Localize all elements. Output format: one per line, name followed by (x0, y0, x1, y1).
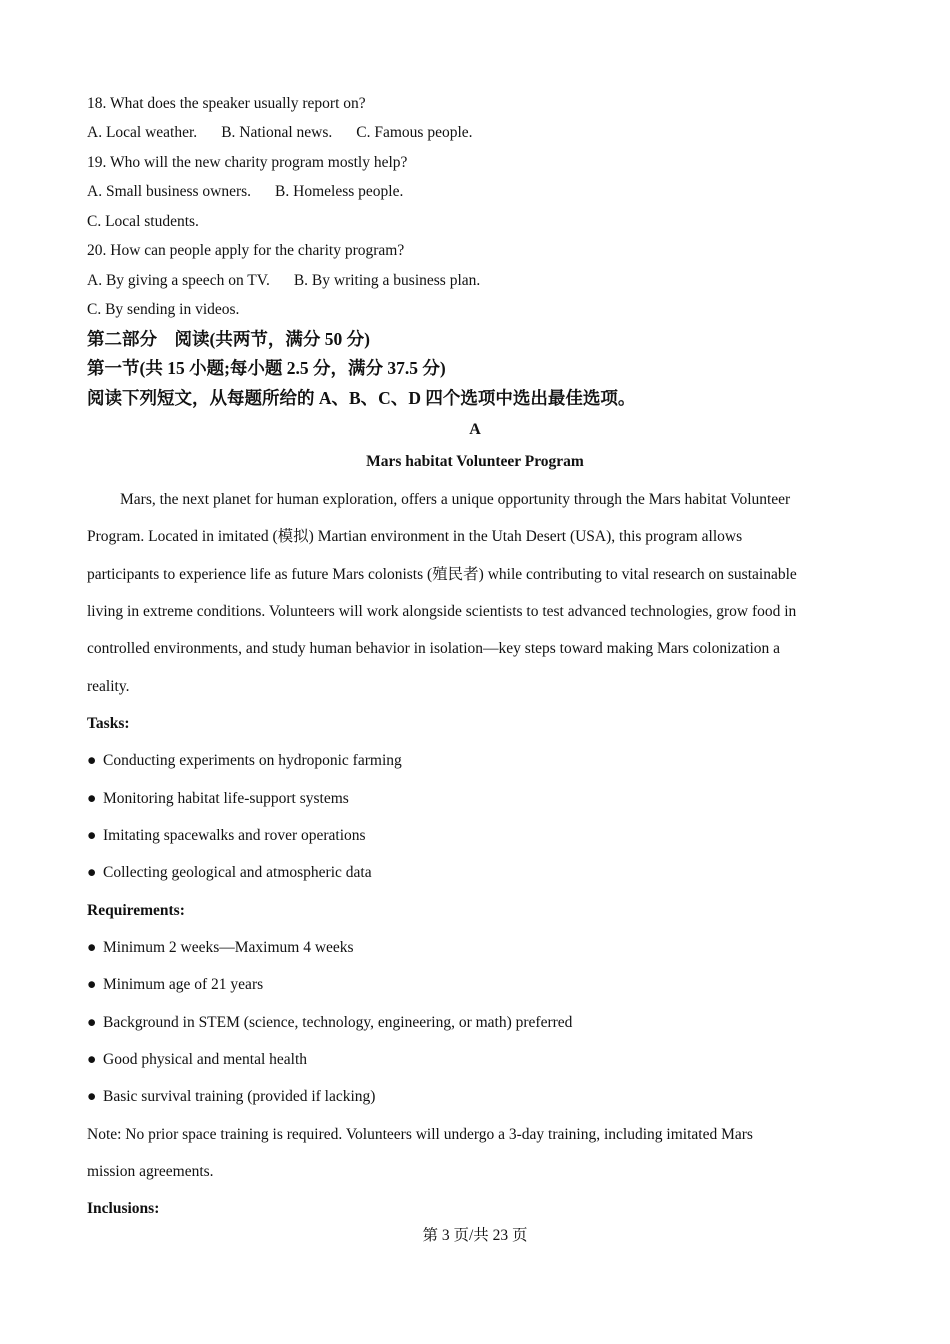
task-item: ● Imitating spacewalks and rover operations (87, 827, 366, 844)
bullet-icon: ● (87, 827, 97, 844)
intro-line: participants to experience life as future Mars colonists (殖民者) while contributing to vital research on sustainable (87, 566, 797, 583)
passage-letter: A (469, 421, 481, 438)
intro-line: Program. Located in imitated (模拟) Martian environment in the Utah Desert (USA), this program allows (87, 528, 743, 545)
section-sub-title: 第一节(共 15 小题;每小题 2.5 分，满分 37.5 分) (87, 358, 446, 378)
bullet-icon: ● (87, 864, 97, 881)
task-item: ● Conducting experiments on hydroponic farming (87, 752, 402, 769)
intro-line: controlled environments, and study human behavior in isolation—key steps toward making Mars colonization a (87, 640, 781, 657)
bullet-icon: ● (87, 939, 97, 956)
question-19-options (87, 182, 403, 202)
tasks-heading: Tasks: (87, 715, 130, 732)
page-number: 第 3 页/共 23 页 (422, 1227, 528, 1244)
bullet-icon: ● (87, 1014, 97, 1031)
section-part-title: 第二部分 阅读(共两节，满分 50 分) (87, 329, 370, 349)
question-19: 19. Who will the new charity program mostly help? (87, 154, 408, 171)
note-line: mission agreements. (87, 1163, 214, 1180)
task-item: ● Monitoring habitat life-support systems (87, 790, 349, 807)
bullet-icon: ● (87, 976, 97, 993)
option-a: A. Small business owners. (87, 183, 252, 200)
inclusions-heading: Inclusions: (87, 1200, 160, 1217)
requirements-heading: Requirements: (87, 902, 185, 919)
bullet-icon: ● (87, 1051, 97, 1068)
option-c: C. Famous people. (356, 124, 473, 141)
option-a: A. By giving a speech on TV. (87, 272, 270, 289)
task-item: ● Collecting geological and atmospheric data (87, 864, 372, 881)
note-line: Note: No prior space training is required. Volunteers will undergo a 3-day training, including imitated Mars (87, 1126, 753, 1143)
passage-title: Mars habitat Volunteer Program (366, 453, 584, 470)
intro-line: Mars, the next planet for human exploration, offers a unique opportunity through the Mars habitat Volunteer (120, 491, 791, 508)
requirement-item: ● Minimum 2 weeks—Maximum 4 weeks (87, 939, 354, 956)
section-instruction: 阅读下列短文，从每题所给的 A、B、C、D 四个选项中选出最佳选项。 (87, 388, 636, 408)
question-20-options (87, 271, 480, 291)
requirement-item: ● Minimum age of 21 years (87, 976, 264, 993)
question-19-option-c: C. Local students. (87, 213, 199, 230)
bullet-icon: ● (87, 790, 97, 807)
question-18-options (87, 123, 473, 143)
option-b: B. By writing a business plan. (293, 272, 481, 289)
option-b: B. Homeless people. (275, 183, 404, 200)
question-20-option-c: C. By sending in videos. (87, 301, 240, 318)
intro-line: living in extreme conditions. Volunteers will work alongside scientists to test advanced technologies, grow food in (87, 603, 797, 620)
bullet-icon: ● (87, 752, 97, 769)
option-a: A. Local weather. (87, 124, 198, 141)
question-18: 18. What does the speaker usually report on? (87, 95, 366, 112)
question-20: 20. How can people apply for the charity program? (87, 242, 405, 259)
option-b: B. National news. (221, 124, 333, 141)
requirement-item: ● Basic survival training (provided if lacking) (87, 1088, 376, 1105)
bullet-icon: ● (87, 1088, 97, 1105)
requirement-item: ● Good physical and mental health (87, 1051, 308, 1068)
intro-line: reality. (87, 678, 130, 695)
requirement-item: ● Background in STEM (science, technology, engineering, or math) preferred (87, 1014, 573, 1031)
